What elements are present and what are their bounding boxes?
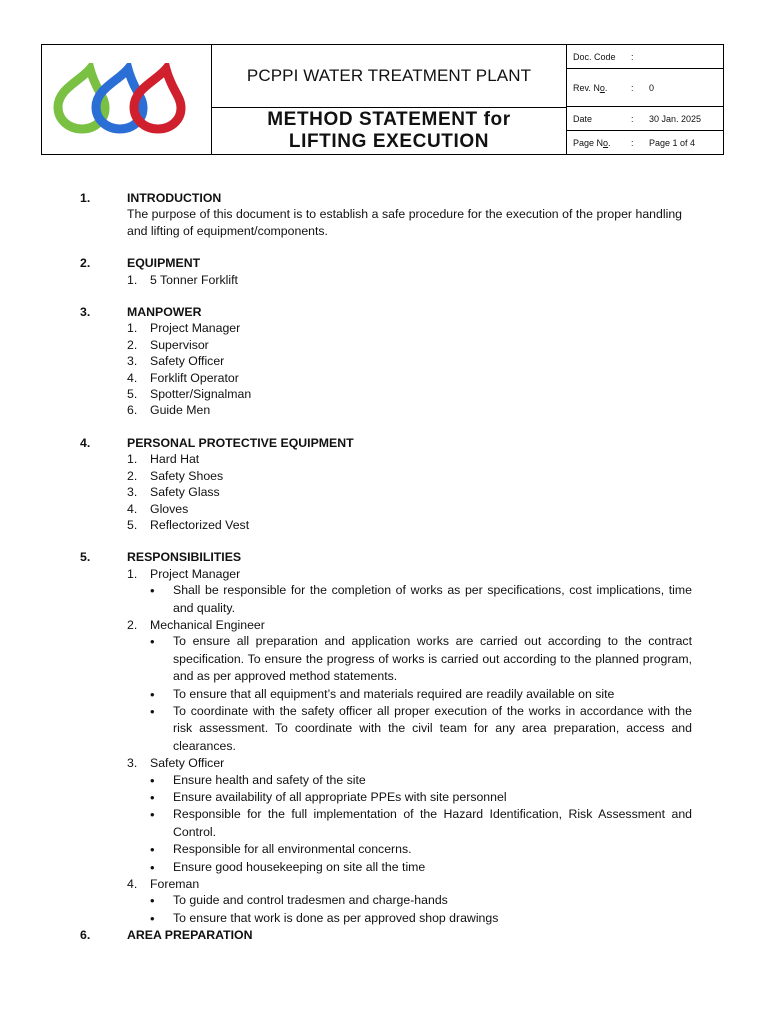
role-title: Safety Officer <box>150 756 225 771</box>
item-text: Safety Glass <box>150 485 220 500</box>
bullet-list <box>150 582 692 617</box>
date-label: Date <box>573 113 593 124</box>
item-number: 3. <box>127 485 138 500</box>
section-heading: PERSONAL PROTECTIVE EQUIPMENT <box>127 435 354 450</box>
list-item <box>127 517 692 533</box>
item-text: Safety Shoes <box>150 468 224 483</box>
item-number: 1. <box>127 452 138 467</box>
item-number: 4. <box>127 370 138 385</box>
document-body <box>0 190 768 960</box>
section-responsibilities <box>0 549 768 927</box>
item-number: 4. <box>127 501 138 516</box>
item-text: Reflectorized Vest <box>150 517 250 532</box>
page-no-label-b: o <box>603 137 609 148</box>
item-number: 4. <box>127 877 138 892</box>
bullet-item: • To guide and control tradesmen and charge-hands <box>173 892 692 909</box>
document-header <box>41 44 724 155</box>
role-item <box>127 755 692 876</box>
logo-cell <box>42 45 212 154</box>
section-number: 2. <box>80 256 91 271</box>
item-number: 1. <box>127 566 138 581</box>
section-number: 1. <box>80 191 91 205</box>
list-item <box>127 484 692 500</box>
section-heading: AREA PREPARATION <box>127 928 253 943</box>
company-logo <box>50 63 202 135</box>
item-text: Hard Hat <box>150 452 200 467</box>
document-title-line2: LIFTING EXECUTION <box>288 131 490 152</box>
bullet-list <box>150 633 692 755</box>
bullet-item: • Responsible for the full implementation of the Hazard Identification, Risk Assessment and Control. <box>173 806 692 841</box>
page-no-value: Page 1 of 4 <box>649 137 696 148</box>
list-item <box>127 402 692 418</box>
section-introduction <box>0 190 768 239</box>
meta-doc-code <box>567 45 723 69</box>
item-text: Project Manager <box>150 321 241 336</box>
plant-name: PCPPI WATER TREATMENT PLANT <box>212 45 567 108</box>
page-no-label-a: Page N <box>573 137 604 148</box>
item-number: 1. <box>127 272 138 287</box>
date-colon: : <box>631 113 634 124</box>
section-number: 3. <box>80 305 91 320</box>
section-heading: INTRODUCTION <box>127 191 222 205</box>
section-ppe <box>0 435 768 533</box>
bullet-item: • Ensure availability of all appropriate PPEs with site personnel <box>173 789 692 806</box>
date-value: 30 Jan. 2025 <box>649 113 702 124</box>
manpower-list <box>0 320 768 418</box>
list-item <box>127 272 692 288</box>
document-title <box>212 108 567 154</box>
list-item <box>127 501 692 517</box>
section-equipment <box>0 255 768 288</box>
list-item <box>127 386 692 402</box>
doc-code-colon: : <box>631 51 634 62</box>
page-no-label <box>573 138 611 148</box>
role-item <box>127 566 692 617</box>
item-text: Spotter/Signalman <box>150 387 252 402</box>
list-item <box>127 320 692 336</box>
item-text: Guide Men <box>150 403 211 418</box>
bullet-item: • Ensure good housekeeping on site all the time <box>173 859 692 876</box>
role-title: Project Manager <box>150 566 241 581</box>
bullet-item: • To ensure that all equipment’s and materials required are readily available on site <box>173 686 692 703</box>
page-no-colon: : <box>631 137 634 148</box>
list-item <box>127 337 692 353</box>
doc-code-label: Doc. Code <box>573 51 616 62</box>
list-item <box>127 468 692 484</box>
item-text: Safety Officer <box>150 354 225 369</box>
meta-page-no <box>567 131 723 154</box>
rev-no-value: 0 <box>649 82 655 93</box>
section-heading: MANPOWER <box>127 305 202 320</box>
bullet-item: • To coordinate with the safety officer all proper execution of the works in accordance with the risk assessment. To coordinate with the civil team for any area preparation, access and clearances. <box>173 703 692 755</box>
rev-no-label <box>573 83 607 93</box>
item-number: 5. <box>127 387 138 402</box>
introduction-paragraph: The purpose of this document is to establish a safe procedure for the execution of the proper handling and lifting of equipment/components. <box>127 207 682 238</box>
bullet-item: • To ensure that work is done as per approved shop drawings <box>173 910 692 927</box>
item-number: 1. <box>127 321 138 336</box>
equipment-list <box>0 272 768 288</box>
item-number: 3. <box>127 756 138 771</box>
item-number: 2. <box>127 468 138 483</box>
bullet-item: • Ensure health and safety of the site <box>173 772 692 789</box>
bullet-list <box>150 772 692 876</box>
bullet-item: • Responsible for all environmental concerns. <box>173 841 692 858</box>
role-title: Mechanical Engineer <box>150 617 265 632</box>
item-text: Forklift Operator <box>150 370 239 385</box>
page-no-label-c: . <box>608 137 611 148</box>
ppe-list <box>0 451 768 533</box>
meta-rev-no <box>567 69 723 107</box>
item-number: 3. <box>127 354 138 369</box>
item-text: 5 Tonner Forklift <box>150 272 238 287</box>
list-item <box>127 451 692 467</box>
item-number: 2. <box>127 337 138 352</box>
item-number: 5. <box>127 517 138 532</box>
section-heading: RESPONSIBILITIES <box>127 550 242 565</box>
responsibilities-list <box>0 566 768 928</box>
bullet-list <box>150 892 692 927</box>
role-title: Foreman <box>150 877 200 892</box>
list-item <box>127 370 692 386</box>
rev-no-label-a: Rev. N <box>573 82 600 93</box>
section-heading: EQUIPMENT <box>127 256 201 271</box>
rev-no-label-c: . <box>604 82 608 93</box>
section-number: 5. <box>80 550 91 565</box>
item-text: Gloves <box>150 501 189 516</box>
section-area-preparation <box>0 927 768 943</box>
role-item <box>127 876 692 927</box>
rev-no-label-b: o <box>599 82 605 93</box>
list-item <box>127 353 692 369</box>
section-number: 4. <box>80 435 91 450</box>
item-number: 2. <box>127 617 138 632</box>
section-number: 6. <box>80 928 91 943</box>
item-text: Supervisor <box>150 337 209 352</box>
meta-date <box>567 107 723 131</box>
rev-no-colon: : <box>631 82 634 93</box>
bullet-item: • Shall be responsible for the completion of works as per specifications, cost implications, time and quality. <box>173 582 692 617</box>
section-manpower <box>0 304 768 419</box>
item-number: 6. <box>127 403 138 418</box>
document-title-line1: METHOD STATEMENT for <box>267 109 511 130</box>
bullet-item: • To ensure all preparation and application works are carried out according to the contract specification. To ensure the progress of works is carried out according to the planned program, and as per approved method statements. <box>173 633 692 685</box>
role-item <box>127 617 692 755</box>
